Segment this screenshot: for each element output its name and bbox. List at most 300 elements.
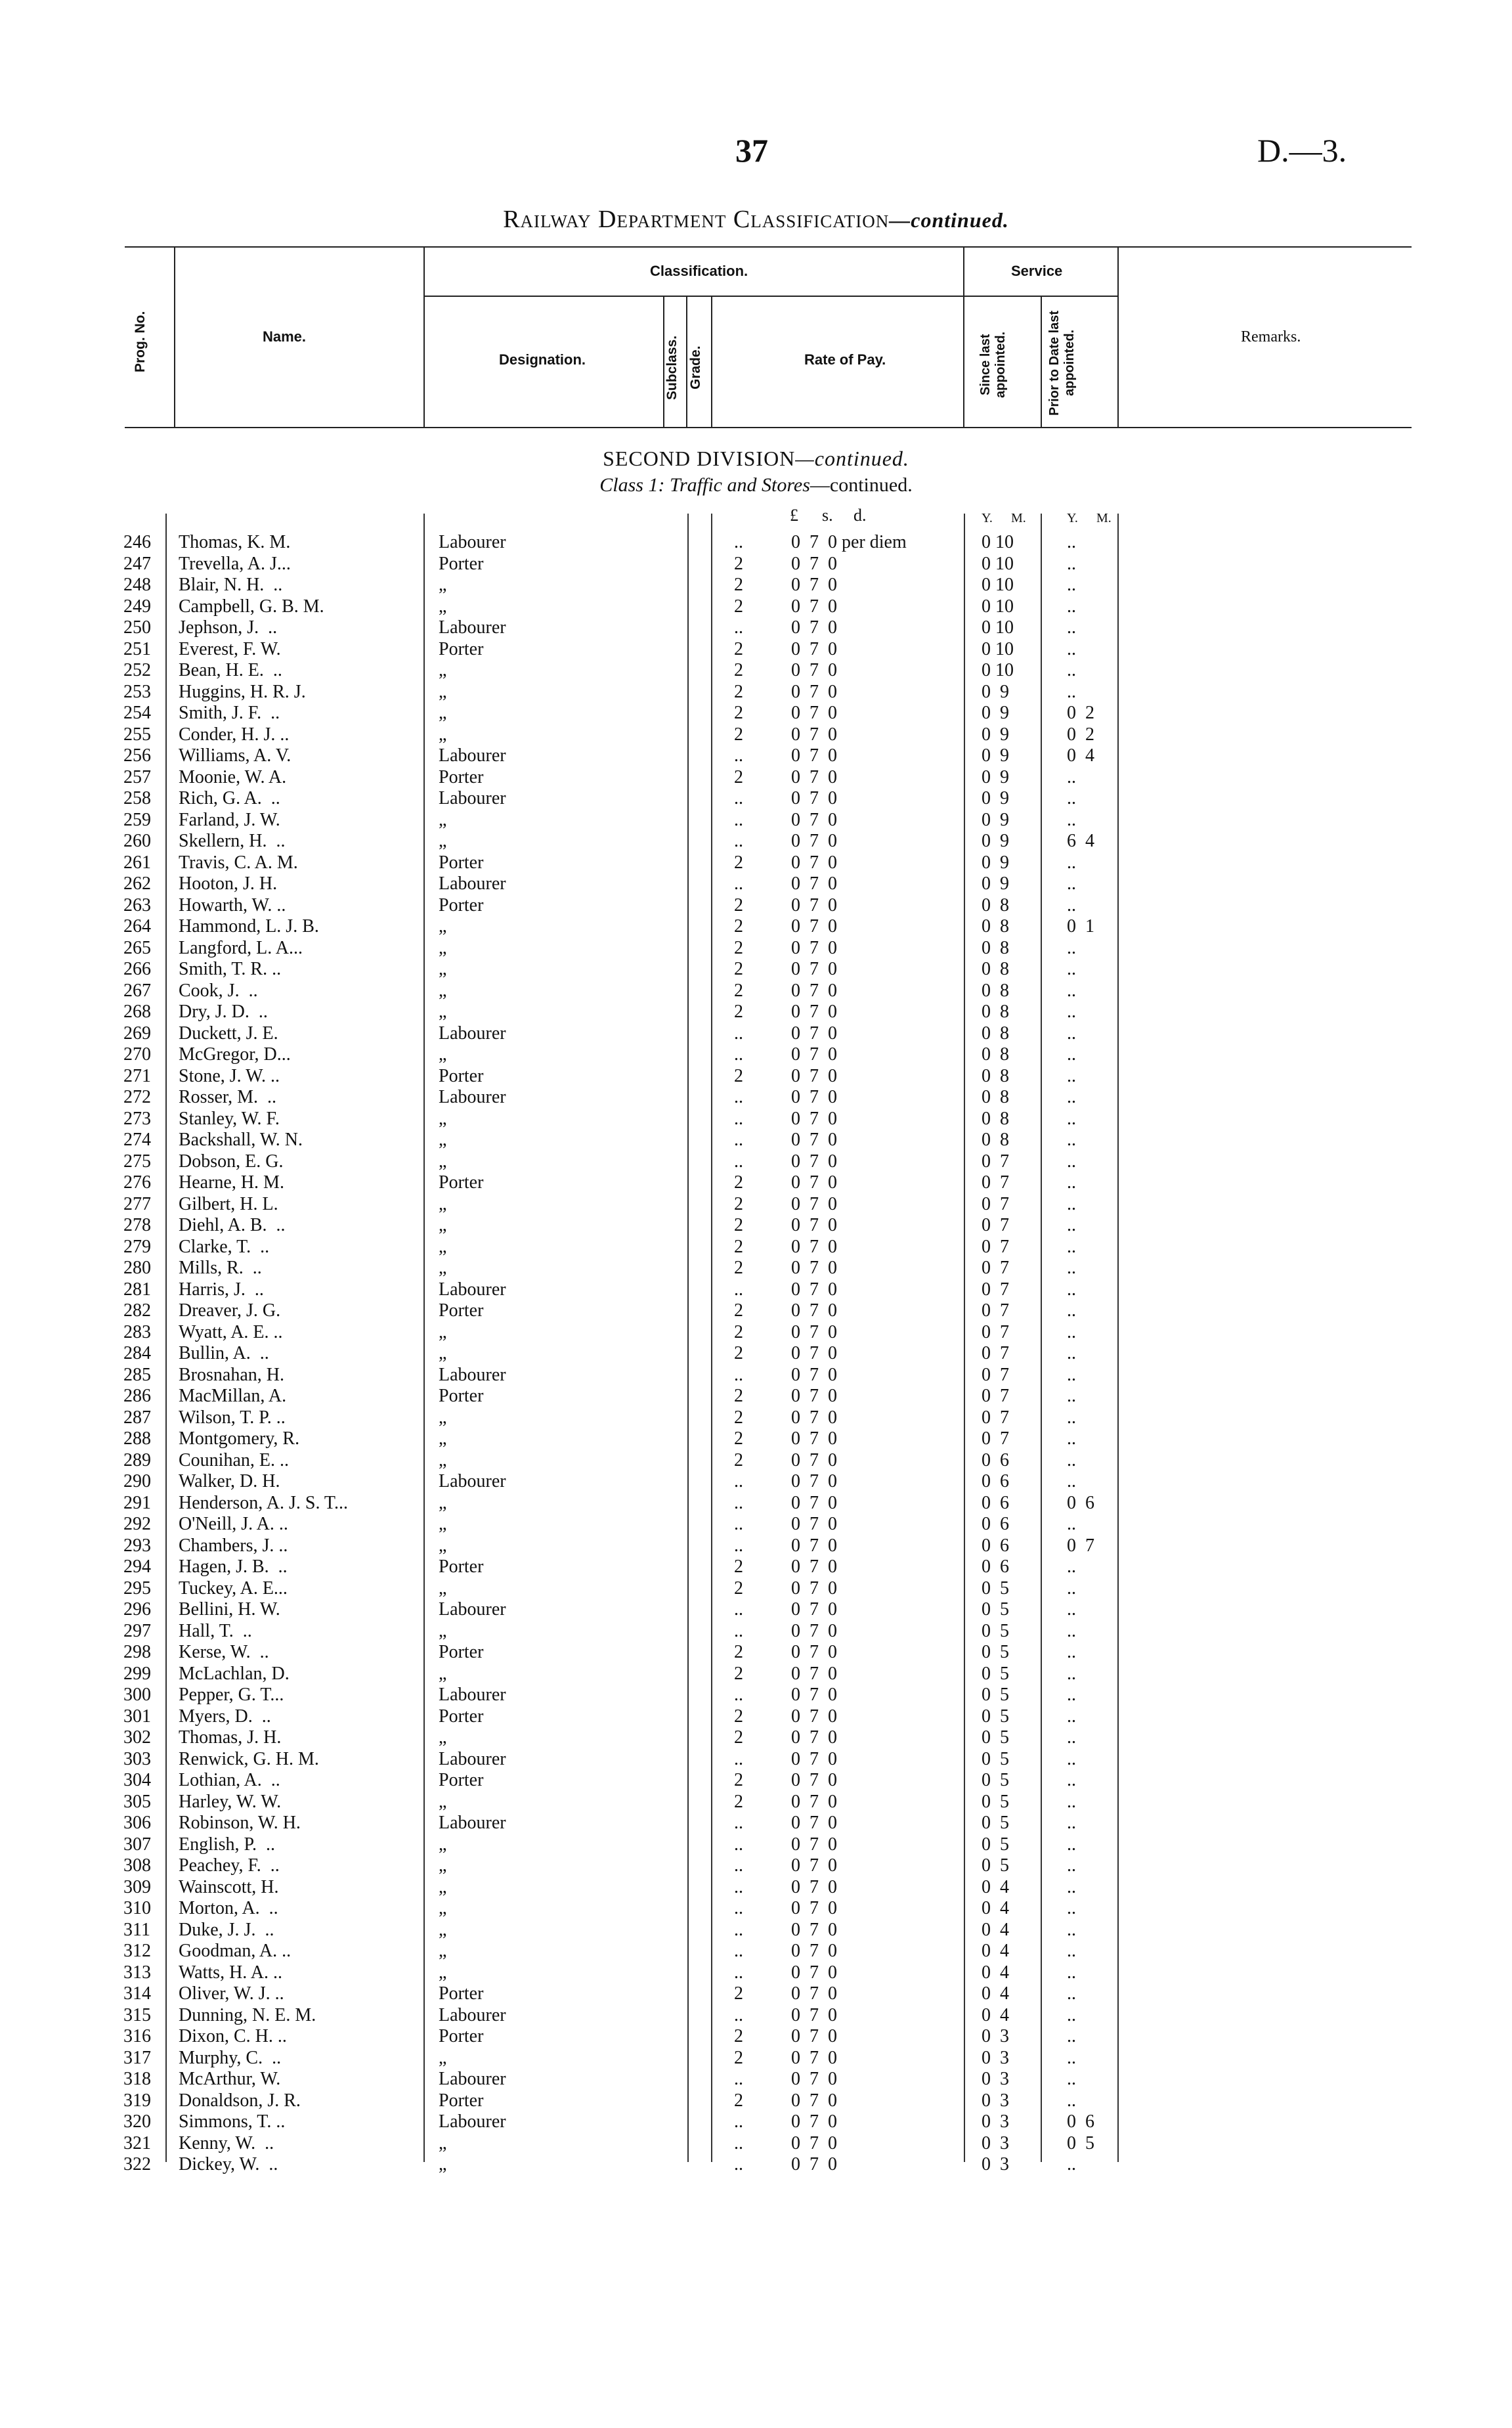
- cell-designation: „: [439, 1428, 447, 1449]
- cell-rate-of-pay: 0 7 0: [791, 1599, 837, 1620]
- cell-grade: 2: [734, 959, 743, 979]
- table-row: [0, 1279, 1512, 1301]
- cell-designation: „: [439, 1258, 447, 1278]
- cell-rate-of-pay: 0 7 0: [791, 1834, 837, 1855]
- cell-since-last: 0 5: [982, 1578, 1009, 1599]
- cell-name: Brosnahan, H.: [179, 1364, 284, 1385]
- cell-name: Counihan, E. ..: [179, 1449, 289, 1470]
- cell-prog-no: 294: [123, 1556, 151, 1577]
- cell-grade: 2: [734, 916, 743, 937]
- cell-prog-no: 298: [123, 1642, 151, 1662]
- table-row: [0, 1386, 1512, 1407]
- cell-rate-of-pay: 0 7 0 per diem: [791, 532, 907, 552]
- cell-since-last: 0 8: [982, 1130, 1009, 1150]
- table-row: [0, 1194, 1512, 1216]
- cell-prog-no: 268: [123, 1002, 151, 1022]
- class-name: Traffic and Stores: [669, 474, 810, 496]
- table-row: [0, 1258, 1512, 1279]
- cell-prog-no: 304: [123, 1770, 151, 1790]
- cell-designation: „: [439, 1002, 447, 1022]
- cell-grade: 2: [734, 937, 743, 958]
- cell-designation: „: [439, 959, 447, 979]
- cell-since-last: 0 6: [982, 1514, 1009, 1534]
- cell-name: Smith, T. R. ..: [179, 959, 282, 979]
- cell-since-last: 0 9: [982, 703, 1009, 723]
- cell-prior-to-date: ..: [1067, 1642, 1076, 1662]
- cell-grade: ..: [734, 1941, 743, 1961]
- cell-prog-no: 248: [123, 575, 151, 595]
- cell-rate-of-pay: 0 7 0: [791, 1215, 837, 1235]
- table-row: [0, 1941, 1512, 1962]
- cell-prog-no: 286: [123, 1386, 151, 1406]
- cell-prog-no: 283: [123, 1321, 151, 1342]
- cell-prog-no: 308: [123, 1855, 151, 1876]
- cell-designation: Porter: [439, 894, 484, 916]
- cell-since-last: 0 5: [982, 1748, 1009, 1769]
- cell-since-last: 0 3: [982, 2090, 1009, 2111]
- table-row: [0, 873, 1512, 895]
- cell-grade: 2: [734, 575, 743, 595]
- cell-designation: „: [439, 2154, 447, 2174]
- cell-name: Duke, J. J. ..: [179, 1919, 274, 1940]
- cell-name: Dixon, C. H. ..: [179, 2026, 287, 2046]
- cell-prior-to-date: ..: [1067, 1065, 1076, 1086]
- cell-designation: „: [439, 1855, 447, 1876]
- cell-rate-of-pay: 0 7 0: [791, 1193, 837, 1214]
- table-row: [0, 2026, 1512, 2048]
- table-row: [0, 2048, 1512, 2069]
- cell-name: O'Neill, J. A. ..: [179, 1514, 288, 1534]
- cell-grade: ..: [734, 873, 743, 894]
- cell-prog-no: 322: [123, 2154, 151, 2174]
- cell-grade: ..: [734, 1834, 743, 1855]
- table-row: [0, 2111, 1512, 2133]
- cell-prior-to-date: ..: [1067, 937, 1076, 958]
- cell-name: Kerse, W. ..: [179, 1642, 269, 1662]
- cell-prog-no: 300: [123, 1685, 151, 1705]
- cell-name: McLachlan, D.: [179, 1663, 290, 1684]
- cell-prior-to-date: ..: [1067, 2004, 1076, 2025]
- cell-grade: 2: [734, 2026, 743, 2046]
- table-row: [0, 639, 1512, 661]
- cell-since-last: 0 5: [982, 1620, 1009, 1641]
- cell-prior-to-date: ..: [1067, 2154, 1076, 2174]
- cell-designation: Labourer: [439, 1813, 506, 1833]
- cell-rate-of-pay: 0 7 0: [791, 766, 837, 787]
- cell-designation: Porter: [439, 1300, 484, 1321]
- cell-name: Wainscott, H.: [179, 1876, 279, 1897]
- cell-name: Everest, F. W.: [179, 638, 281, 659]
- cell-rate-of-pay: 0 7 0: [791, 788, 837, 808]
- cell-prog-no: 263: [123, 894, 151, 916]
- cell-grade: 2: [734, 852, 743, 873]
- cell-rate-of-pay: 0 7 0: [791, 1364, 837, 1385]
- cell-since-last: 0 5: [982, 1791, 1009, 1812]
- cell-grade: ..: [734, 1599, 743, 1620]
- cell-name: Trevella, A. J...: [179, 553, 291, 574]
- cell-grade: 2: [734, 1706, 743, 1727]
- cell-grade: ..: [734, 617, 743, 638]
- cell-name: Hagen, J. B. ..: [179, 1556, 288, 1577]
- cell-grade: 2: [734, 1770, 743, 1790]
- cell-designation: „: [439, 809, 447, 830]
- cell-grade: 2: [734, 1321, 743, 1342]
- table-row: [0, 810, 1512, 831]
- cell-prog-no: 314: [123, 1983, 151, 2004]
- cell-since-last: 0 8: [982, 1044, 1009, 1065]
- cell-since-last: 0 5: [982, 1834, 1009, 1855]
- cell-designation: „: [439, 1941, 447, 1961]
- cell-prior-to-date: ..: [1067, 1663, 1076, 1684]
- cell-prog-no: 311: [123, 1919, 150, 1940]
- cell-since-last: 0 5: [982, 1599, 1009, 1620]
- cell-grade: 2: [734, 1258, 743, 1278]
- cell-rate-of-pay: 0 7 0: [791, 1791, 837, 1812]
- table-row: [0, 1792, 1512, 1813]
- cell-rate-of-pay: 0 7 0: [791, 1535, 837, 1556]
- cell-prog-no: 273: [123, 1108, 151, 1129]
- cell-prog-no: 320: [123, 2111, 151, 2132]
- cell-prior-to-date: 0 6: [1067, 2111, 1094, 2132]
- cell-prior-to-date: ..: [1067, 1599, 1076, 1620]
- table-row: [0, 1898, 1512, 1920]
- cell-name: Wyatt, A. E. ..: [179, 1321, 283, 1342]
- cell-grade: ..: [734, 1855, 743, 1876]
- cell-grade: 2: [734, 766, 743, 787]
- cell-grade: 2: [734, 553, 743, 574]
- cell-prog-no: 277: [123, 1193, 151, 1214]
- cell-name: Thomas, K. M.: [179, 532, 291, 552]
- cell-rate-of-pay: 0 7 0: [791, 1855, 837, 1876]
- table-row: [0, 1962, 1512, 1984]
- cell-designation: „: [439, 1834, 447, 1855]
- cell-prog-no: 249: [123, 596, 151, 617]
- cell-prog-no: 313: [123, 1962, 151, 1983]
- cell-prog-no: 315: [123, 2004, 151, 2025]
- cell-prior-to-date: 0 1: [1067, 916, 1094, 937]
- cell-since-last: 0 8: [982, 894, 1009, 916]
- cell-designation: Porter: [439, 1172, 484, 1193]
- cell-grade: 2: [734, 1386, 743, 1406]
- cell-grade: 2: [734, 1727, 743, 1748]
- cell-prior-to-date: ..: [1067, 1706, 1076, 1727]
- table-row: [0, 916, 1512, 938]
- cell-prog-no: 317: [123, 2047, 151, 2068]
- cell-designation: „: [439, 1898, 447, 1918]
- cell-prog-no: 306: [123, 1813, 151, 1833]
- cell-designation: Porter: [439, 766, 484, 787]
- cell-prior-to-date: ..: [1067, 617, 1076, 638]
- cell-since-last: 0 6: [982, 1556, 1009, 1577]
- cell-since-last: 0 5: [982, 1685, 1009, 1705]
- cell-rate-of-pay: 0 7 0: [791, 1428, 837, 1449]
- table-row: [0, 1066, 1512, 1088]
- cell-designation: „: [439, 980, 447, 1001]
- cell-name: Henderson, A. J. S. T...: [179, 1492, 348, 1513]
- header-since-last-appointed: Since last appointed.: [978, 331, 1008, 398]
- unit-pounds: £: [790, 506, 798, 525]
- cell-designation: Porter: [439, 1065, 484, 1086]
- cell-since-last: 0 3: [982, 2047, 1009, 2068]
- cell-designation: „: [439, 937, 447, 958]
- cell-name: Hearne, H. M.: [179, 1172, 284, 1193]
- cell-since-last: 0 7: [982, 1300, 1009, 1321]
- cell-prog-no: 281: [123, 1279, 151, 1300]
- table-row: [0, 2154, 1512, 2176]
- cell-name: Harley, W. W.: [179, 1791, 282, 1812]
- cell-prog-no: 252: [123, 660, 151, 680]
- cell-grade: 2: [734, 1578, 743, 1599]
- cell-prior-to-date: ..: [1067, 1556, 1076, 1577]
- cell-prior-to-date: ..: [1067, 596, 1076, 617]
- cell-since-last: 0 10: [982, 617, 1014, 638]
- table-row: [0, 788, 1512, 810]
- cell-rate-of-pay: 0 7 0: [791, 1813, 837, 1833]
- cell-designation: „: [439, 1962, 447, 1983]
- cell-since-last: 0 4: [982, 1876, 1009, 1897]
- table-row: [0, 2005, 1512, 2027]
- cell-prior-to-date: ..: [1067, 532, 1076, 552]
- cell-rate-of-pay: 0 7 0: [791, 1130, 837, 1150]
- cell-since-last: 0 5: [982, 1663, 1009, 1684]
- cell-prior-to-date: ..: [1067, 1876, 1076, 1897]
- cell-designation: Porter: [439, 638, 484, 659]
- table-row: [0, 1813, 1512, 1834]
- cell-rate-of-pay: 0 7 0: [791, 1386, 837, 1406]
- cell-grade: ..: [734, 2154, 743, 2174]
- document-reference: D.—3.: [1257, 132, 1347, 169]
- cell-prior-to-date: ..: [1067, 1727, 1076, 1748]
- cell-prior-to-date: ..: [1067, 766, 1076, 787]
- cell-grade: 2: [734, 1428, 743, 1449]
- cell-prog-no: 288: [123, 1428, 151, 1449]
- cell-prog-no: 258: [123, 788, 151, 808]
- table-row: [0, 1556, 1512, 1578]
- cell-prior-to-date: ..: [1067, 1386, 1076, 1406]
- cell-prog-no: 250: [123, 617, 151, 638]
- cell-prior-to-date: 0 5: [1067, 2132, 1094, 2153]
- cell-since-last: 0 9: [982, 681, 1009, 702]
- cell-grade: ..: [734, 1108, 743, 1129]
- cell-prior-to-date: ..: [1067, 1087, 1076, 1107]
- cell-rate-of-pay: 0 7 0: [791, 1258, 837, 1278]
- cell-prior-to-date: ..: [1067, 1407, 1076, 1428]
- cell-rate-of-pay: 0 7 0: [791, 1449, 837, 1470]
- table-header: [125, 246, 1412, 430]
- cell-rate-of-pay: 0 7 0: [791, 894, 837, 916]
- class-label: Class 1:: [599, 474, 665, 496]
- cell-since-last: 0 10: [982, 553, 1014, 574]
- cell-grade: 2: [734, 1663, 743, 1684]
- cell-grade: ..: [734, 2004, 743, 2025]
- cell-prior-to-date: 6 4: [1067, 831, 1094, 851]
- cell-designation: „: [439, 1663, 447, 1684]
- cell-designation: Labourer: [439, 1023, 506, 1044]
- cell-prog-no: 310: [123, 1898, 151, 1918]
- table-row: [0, 1920, 1512, 1941]
- cell-name: Murphy, C. ..: [179, 2047, 282, 2068]
- cell-grade: 2: [734, 1983, 743, 2004]
- cell-grade: ..: [734, 2069, 743, 2089]
- cell-since-last: 0 7: [982, 1279, 1009, 1300]
- cell-rate-of-pay: 0 7 0: [791, 1471, 837, 1491]
- cell-grade: 2: [734, 1791, 743, 1812]
- table-row: [0, 1300, 1512, 1322]
- cell-prior-to-date: ..: [1067, 681, 1076, 702]
- cell-designation: „: [439, 660, 447, 680]
- table-row: [0, 745, 1512, 767]
- cell-grade: 2: [734, 1300, 743, 1321]
- cell-prior-to-date: ..: [1067, 1770, 1076, 1790]
- unit-years-prior: Y.: [1067, 511, 1078, 525]
- cell-since-last: 0 9: [982, 809, 1009, 830]
- cell-rate-of-pay: 0 7 0: [791, 1151, 837, 1172]
- cell-since-last: 0 7: [982, 1193, 1009, 1214]
- cell-prior-to-date: ..: [1067, 2047, 1076, 2068]
- table-row: [0, 617, 1512, 639]
- cell-since-last: 0 8: [982, 1087, 1009, 1107]
- table-row: [0, 575, 1512, 596]
- table-row: [0, 1685, 1512, 1706]
- cell-grade: ..: [734, 745, 743, 766]
- cell-designation: „: [439, 1151, 447, 1172]
- cell-name: Stanley, W. F.: [179, 1108, 280, 1129]
- cell-prior-to-date: ..: [1067, 1044, 1076, 1065]
- cell-since-last: 0 7: [982, 1428, 1009, 1449]
- cell-name: Moonie, W. A.: [179, 766, 287, 787]
- cell-prog-no: 261: [123, 852, 151, 873]
- cell-name: MacMillan, A.: [179, 1386, 287, 1406]
- cell-rate-of-pay: 0 7 0: [791, 937, 837, 958]
- cell-name: Walker, D. H.: [179, 1471, 280, 1491]
- cell-prog-no: 292: [123, 1514, 151, 1534]
- cell-grade: 2: [734, 638, 743, 659]
- cell-prog-no: 280: [123, 1258, 151, 1278]
- cell-prog-no: 269: [123, 1023, 151, 1044]
- table-row: [0, 1002, 1512, 1023]
- cell-name: Duckett, J. E.: [179, 1023, 278, 1044]
- cell-since-last: 0 6: [982, 1492, 1009, 1513]
- cell-grade: ..: [734, 2132, 743, 2153]
- cell-name: Skellern, H. ..: [179, 831, 286, 851]
- header-prior-to-date: Prior to Date last appointed.: [1047, 310, 1077, 416]
- cell-designation: Labourer: [439, 788, 506, 808]
- cell-rate-of-pay: 0 7 0: [791, 1492, 837, 1513]
- cell-since-last: 0 8: [982, 916, 1009, 937]
- cell-designation: Porter: [439, 1983, 484, 2004]
- table-row: [0, 1855, 1512, 1877]
- title-suffix: —continued.: [889, 208, 1009, 232]
- cell-prior-to-date: ..: [1067, 1343, 1076, 1363]
- cell-since-last: 0 7: [982, 1407, 1009, 1428]
- cell-since-last: 0 8: [982, 980, 1009, 1001]
- cell-designation: „: [439, 1215, 447, 1235]
- cell-designation: „: [439, 575, 447, 595]
- cell-name: Kenny, W. ..: [179, 2132, 274, 2153]
- cell-prior-to-date: ..: [1067, 1023, 1076, 1044]
- cell-rate-of-pay: 0 7 0: [791, 980, 837, 1001]
- cell-rate-of-pay: 0 7 0: [791, 1002, 837, 1022]
- cell-designation: „: [439, 1876, 447, 1897]
- cell-name: McGregor, D...: [179, 1044, 291, 1065]
- table-row: [0, 1834, 1512, 1856]
- cell-name: Dreaver, J. G.: [179, 1300, 281, 1321]
- table-row: [0, 895, 1512, 917]
- cell-designation: Labourer: [439, 2069, 506, 2089]
- cell-prior-to-date: 0 2: [1067, 724, 1094, 745]
- cell-rate-of-pay: 0 7 0: [791, 1983, 837, 2004]
- header-service: Service: [1011, 263, 1063, 279]
- cell-name: Lothian, A. ..: [179, 1770, 280, 1790]
- cell-prog-no: 271: [123, 1065, 151, 1086]
- cell-designation: „: [439, 916, 447, 937]
- cell-designation: „: [439, 2047, 447, 2068]
- cell-name: Rosser, M. ..: [179, 1087, 276, 1107]
- cell-name: English, P. ..: [179, 1834, 276, 1855]
- cell-grade: 2: [734, 1407, 743, 1428]
- unit-years-since: Y.: [982, 511, 993, 525]
- cell-since-last: 0 4: [982, 1983, 1009, 2004]
- cell-name: Donaldson, J. R.: [179, 2090, 301, 2111]
- cell-prior-to-date: ..: [1067, 1151, 1076, 1172]
- cell-since-last: 0 8: [982, 959, 1009, 979]
- cell-since-last: 0 7: [982, 1321, 1009, 1342]
- cell-rate-of-pay: 0 7 0: [791, 745, 837, 766]
- cell-prog-no: 274: [123, 1130, 151, 1150]
- cell-rate-of-pay: 0 7 0: [791, 724, 837, 745]
- cell-prior-to-date: ..: [1067, 638, 1076, 659]
- cell-since-last: 0 5: [982, 1855, 1009, 1876]
- cell-rate-of-pay: 0 7 0: [791, 831, 837, 851]
- table-row: [0, 1578, 1512, 1600]
- cell-prior-to-date: ..: [1067, 809, 1076, 830]
- unit-months-since: M.: [1011, 511, 1026, 525]
- cell-prog-no: 266: [123, 959, 151, 979]
- cell-prog-no: 295: [123, 1578, 151, 1599]
- cell-designation: Porter: [439, 1770, 484, 1790]
- cell-prior-to-date: ..: [1067, 1002, 1076, 1022]
- cell-designation: „: [439, 724, 447, 745]
- cell-prog-no: 257: [123, 766, 151, 787]
- cell-since-last: 0 3: [982, 2069, 1009, 2089]
- cell-name: Bean, H. E. ..: [179, 660, 282, 680]
- cell-prior-to-date: ..: [1067, 553, 1076, 574]
- cell-prior-to-date: ..: [1067, 1449, 1076, 1470]
- cell-rate-of-pay: 0 7 0: [791, 1407, 837, 1428]
- cell-name: Tuckey, A. E...: [179, 1578, 288, 1599]
- cell-rate-of-pay: 0 7 0: [791, 959, 837, 979]
- cell-grade: 2: [734, 1172, 743, 1193]
- cell-prior-to-date: ..: [1067, 2069, 1076, 2089]
- cell-grade: 2: [734, 703, 743, 723]
- cell-designation: „: [439, 1130, 447, 1150]
- cell-designation: „: [439, 1407, 447, 1428]
- table-row: [0, 703, 1512, 724]
- cell-name: Travis, C. A. M.: [179, 852, 298, 873]
- cell-prog-no: 260: [123, 831, 151, 851]
- cell-name: Cook, J. ..: [179, 980, 258, 1001]
- table-row: [0, 1151, 1512, 1173]
- cell-designation: „: [439, 1449, 447, 1470]
- cell-prog-no: 303: [123, 1748, 151, 1769]
- cell-rate-of-pay: 0 7 0: [791, 1876, 837, 1897]
- table-row: [0, 2133, 1512, 2155]
- cell-designation: Labourer: [439, 1364, 506, 1385]
- table-row: [0, 1664, 1512, 1685]
- cell-since-last: 0 7: [982, 1151, 1009, 1172]
- cell-rate-of-pay: 0 7 0: [791, 1514, 837, 1534]
- table-row: [0, 938, 1512, 960]
